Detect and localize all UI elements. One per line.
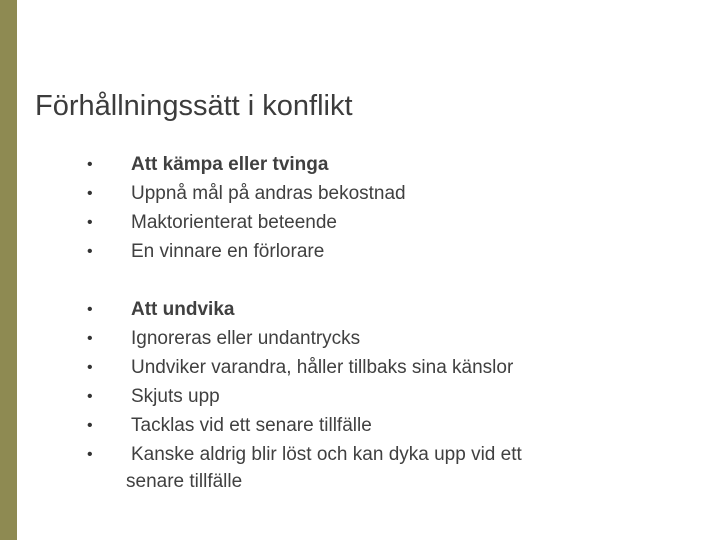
bullet-item [84, 353, 522, 382]
side-accent-bar [0, 0, 17, 540]
bullet-continuation-text: senare tillfälle [126, 471, 243, 492]
bullet-dot-icon: • [87, 417, 93, 434]
bullet-item [84, 150, 406, 179]
bullet-text: En vinnare en förlorare [131, 241, 325, 262]
bullet-list-fight [84, 150, 406, 266]
bullet-dot-icon: • [87, 446, 93, 463]
bullet-list-avoid [84, 295, 522, 469]
bullet-text: Kanske aldrig blir löst och kan dyka upp vid ett [131, 444, 522, 465]
slide-title: Förhållningssätt i konflikt [35, 90, 353, 122]
bullet-item [84, 208, 406, 237]
bullet-dot-icon: • [87, 388, 93, 405]
bullet-dot-icon: • [87, 214, 93, 231]
bullet-text: Skjuts upp [131, 386, 220, 407]
bullet-dot-icon: • [87, 330, 93, 347]
bullet-item [84, 411, 522, 440]
bullet-dot-icon: • [87, 359, 93, 376]
bullet-item [84, 382, 522, 411]
bullet-dot-icon: • [87, 301, 93, 318]
bullet-item [84, 440, 522, 469]
bullet-text: Undviker varandra, håller tillbaks sina känslor [131, 357, 514, 378]
bullet-text: Ignoreras eller undantrycks [131, 328, 361, 349]
bullet-dot-icon: • [87, 156, 93, 173]
bullet-item [84, 179, 406, 208]
bullet-text: Att undvika [131, 299, 235, 320]
bullet-item [84, 237, 406, 266]
bullet-text: Maktorienterat beteende [131, 212, 337, 233]
bullet-dot-icon: • [87, 185, 93, 202]
bullet-item [84, 324, 522, 353]
bullet-item [84, 295, 522, 324]
bullet-text: Tacklas vid ett senare tillfälle [131, 415, 372, 436]
bullet-dot-icon: • [87, 243, 93, 260]
bullet-text: Uppnå mål på andras bekostnad [131, 183, 406, 204]
bullet-text: Att kämpa eller tvinga [131, 154, 329, 175]
